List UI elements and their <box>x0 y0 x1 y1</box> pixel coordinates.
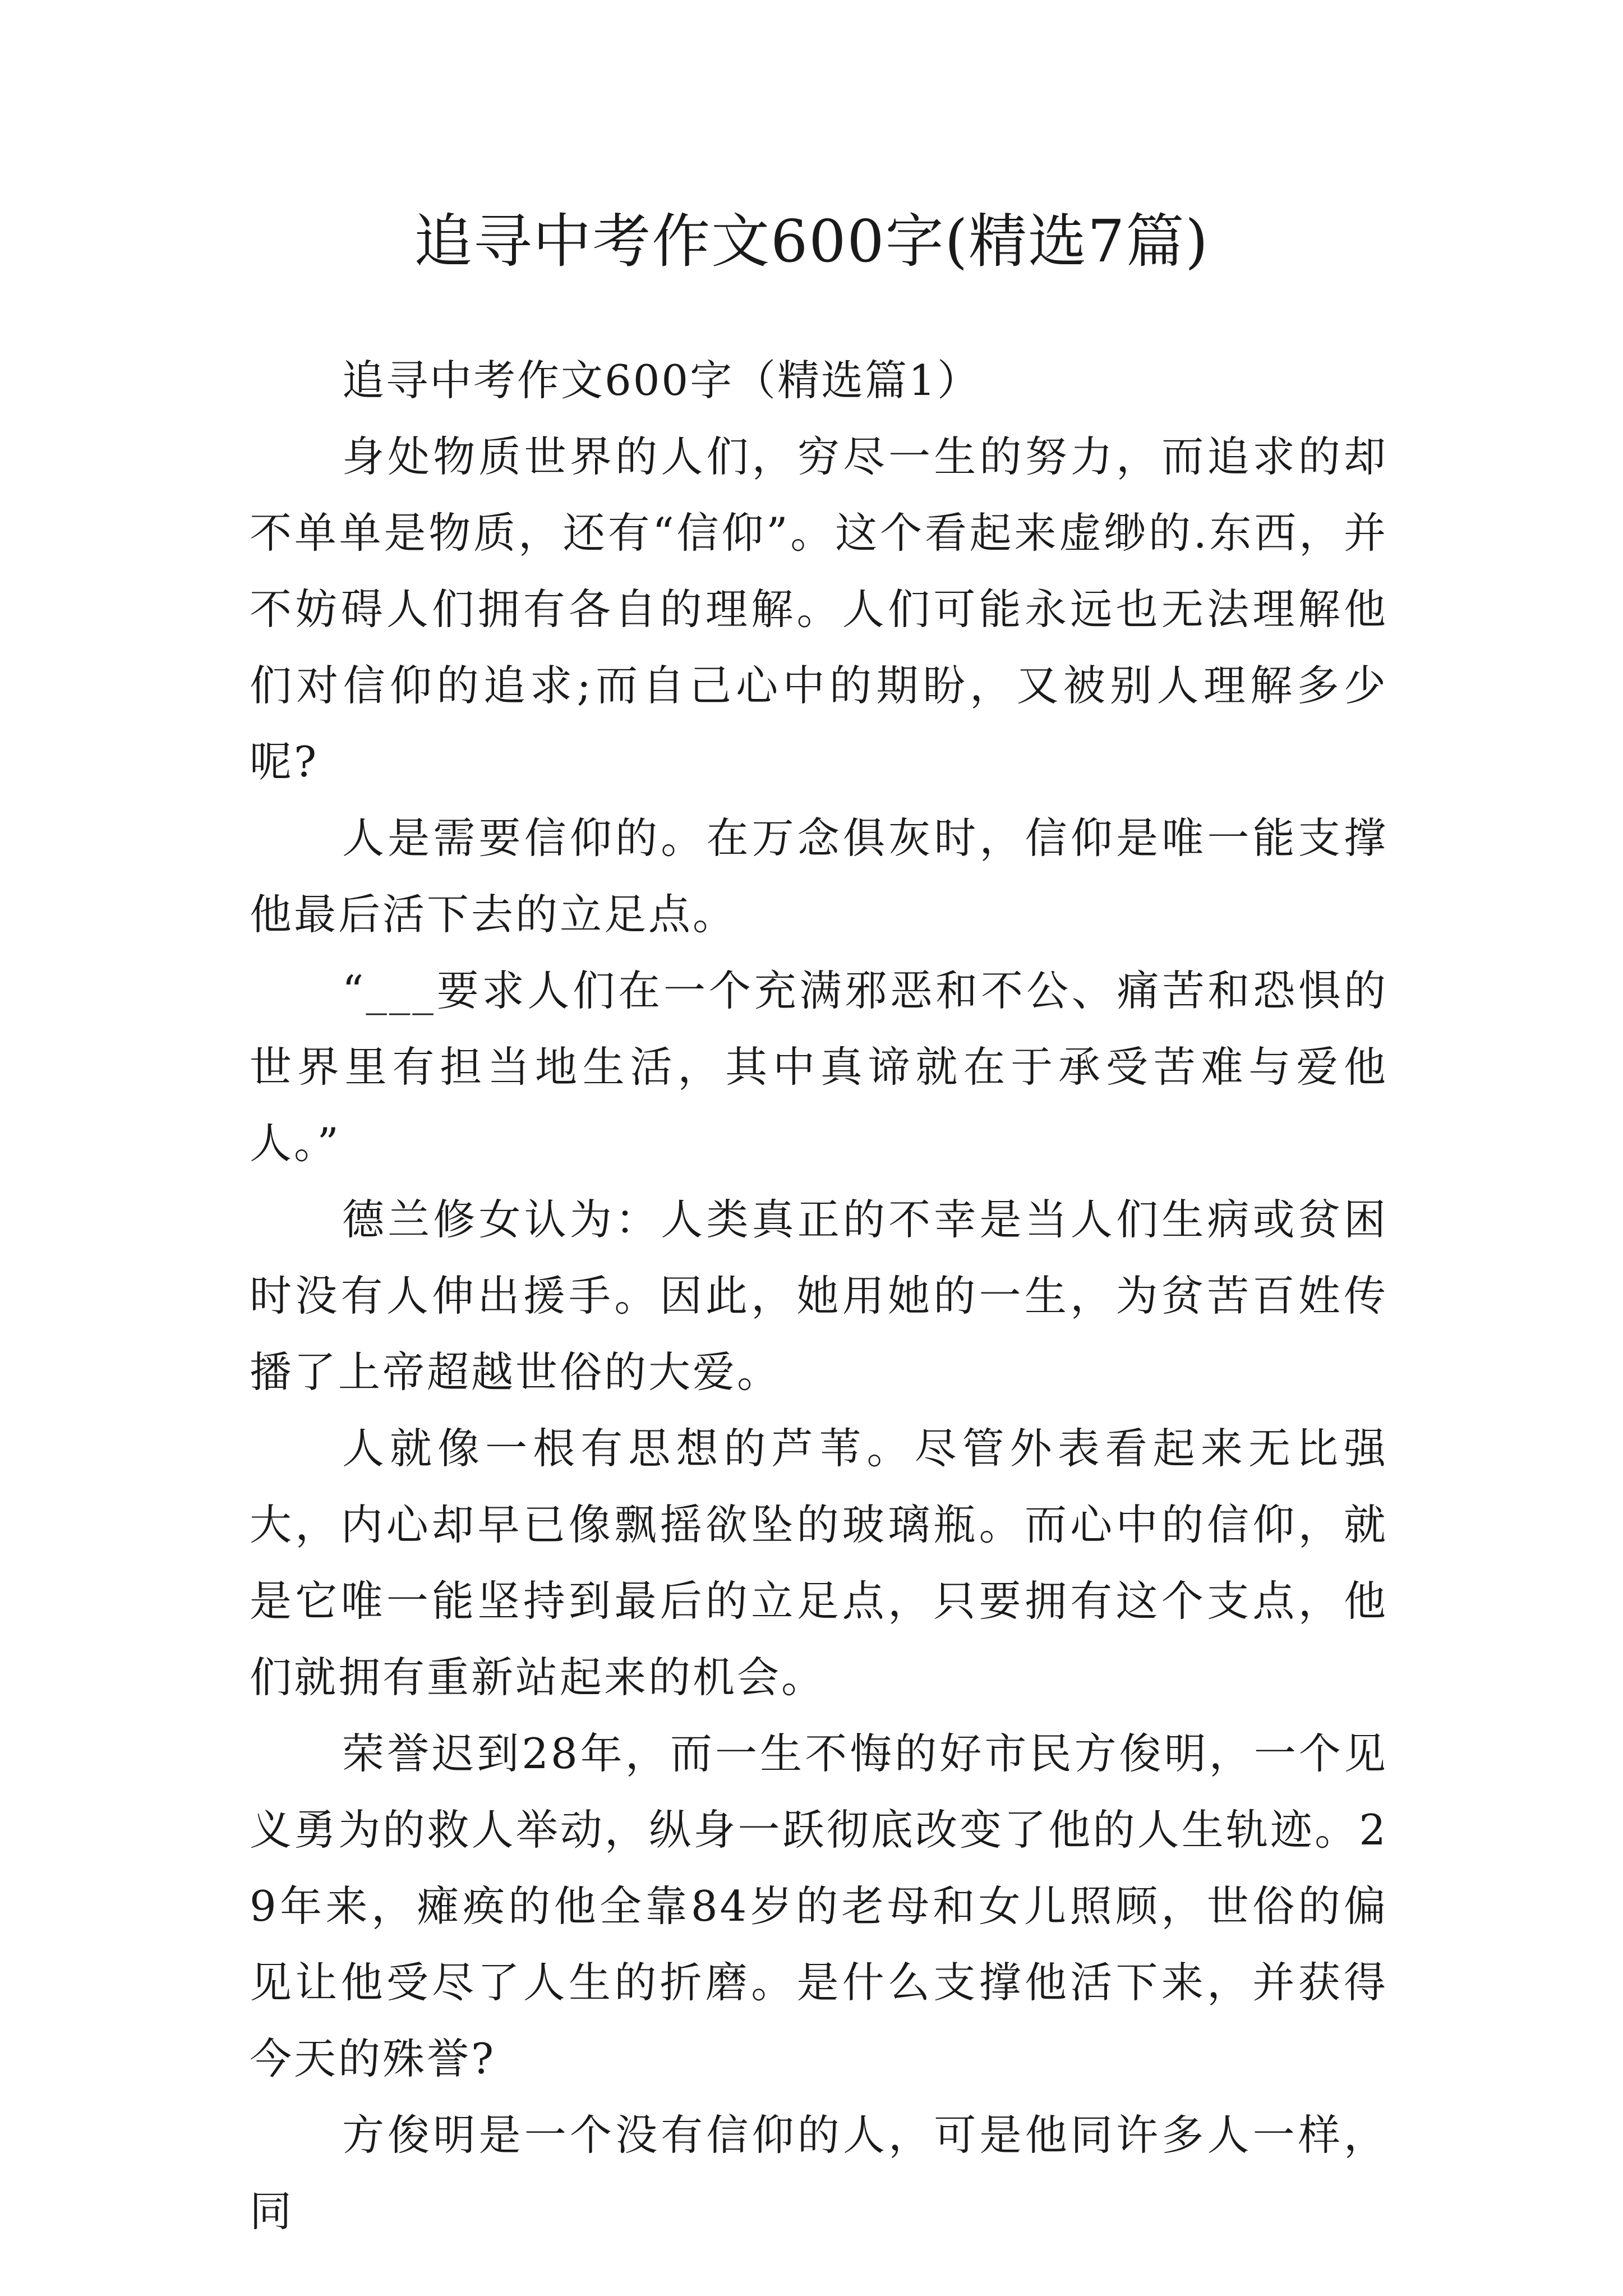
section-heading: 追寻中考作文600字（精选篇1） <box>342 356 981 405</box>
paragraph: 德兰修女认为：人类真正的不幸是当人们生病或贫困时没有人伸出援手。因此，她用她的一生，为贫苦百姓传播了上帝超越世俗的大爱。 <box>250 1195 1388 1397</box>
paragraph: 荣誉迟到28年，而一生不悔的好市民方俊明，一个见义勇为的救人举动，纵身一跃彻底改变了他的人生轨迹。29年来，瘫痪的他全靠84岁的老母和女儿照顾，世俗的偏见让他受尽了人生的折磨。是什么支撑他活下来，并获得今天的殊誉? <box>250 1729 1388 2083</box>
paragraph: 人是需要信仰的。在万念俱灰时，信仰是唯一能支撑他最后活下去的立足点。 <box>250 813 1388 939</box>
paragraph: 身处物质世界的人们，穷尽一生的努力，而追求的却不单单是物质，还有“信仰”。这个看起来虚缈的.东西，并不妨碍人们拥有各自的理解。人们可能永远也无法理解他们对信仰的追求;而自己心中的期盼，又被别人理解多少呢? <box>250 432 1388 786</box>
paragraph: 方俊明是一个没有信仰的人，可是他同许多人一样，同 <box>250 2110 1388 2236</box>
quote-paragraph: “___要求人们在一个充满邪恶和不公、痛苦和恐惧的世界里有担当地生活，其中真谛就在于承受苦难与爱他人。” <box>250 966 1388 1168</box>
document-title: 追寻中考作文600字(精选7篇) <box>414 207 1209 275</box>
document-body <box>250 342 1388 2249</box>
paragraph: 人就像一根有思想的芦苇。尽管外表看起来无比强大，内心却早已像飘摇欲坠的玻璃瓶。而心中的信仰，就是它唯一能坚持到最后的立足点，只要拥有这个支点，他们就拥有重新站起来的机会。 <box>250 1424 1388 1702</box>
